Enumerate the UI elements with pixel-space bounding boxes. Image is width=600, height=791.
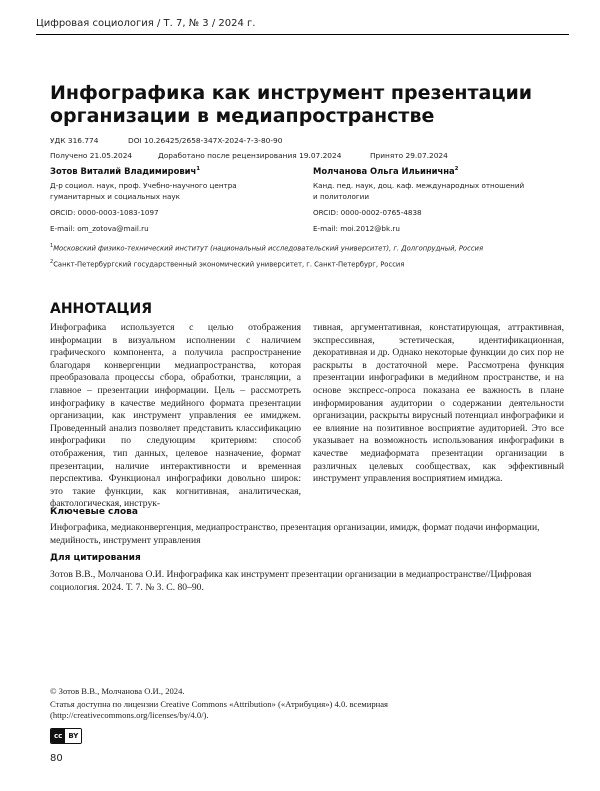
keywords-text: Инфографика, медиаконвергенция, медиапространство, презентация организации, имидж, формат подачи информации, медийность, инструмент управления [50,522,540,546]
page-number: 80 [50,753,63,764]
author-orcid: ORCID: 0000-0002-0765-4838 [313,208,422,217]
affiliation-2 [50,259,404,268]
affiliation-text: Московский физико-технический институт (национальный исследовательский университет), г. Долгопрудный, Россия [53,244,484,253]
header-divider [36,34,569,35]
author-email: E-mail: om_zotova@mail.ru [50,224,149,233]
abstract-column-1: Инфографика используется с целью отображения информации в визуальном исполнении с наличием графического компонента, а получила распространение благодаря конвергенции медиапространства, которая преобразовала процессы сбора, обработки, трансляции, а главное – презентации информации. Цель – рассмотреть инфографику в качестве медийного формата презентации организации, как инструмент управления ее имиджем. Проведенный анализ позволяет представить классификацию инфографики по следующим критериям: способ отображения, тип данных, целевое назначение, формат презентации, наличие интерактивности и временная перспектива. Функционал инфографики довольно широк: это такие функции, как когнитивная, аналитическая, фактологическая, инструк- [50,322,301,510]
affiliation-mark: 1 [50,243,54,249]
cc-by-badge-inner [50,728,82,744]
title-line-1: Инфографика как инструмент презентации [50,82,533,104]
author-degree-line-2: и политологии [313,192,370,201]
author-block-2 [313,166,563,234]
received-date: Получено 21.05.2024 [50,151,133,160]
author-affiliation-mark: 1 [196,166,201,173]
citation-heading: Для цитирования [50,553,141,563]
copyright-notice: © Зотов В.В., Молчанова О.И., 2024. [50,686,185,696]
author-degree-line-2: гуманитарных и социальных наук [50,192,181,201]
revised-date: Доработано после рецензирования 19.07.2024 [158,151,342,160]
title-line-2: организации в медиапространстве [50,105,435,127]
author-block-1 [50,166,300,234]
author-email: E-mail: moi.2012@bk.ru [313,224,400,233]
udk-code: УДК 316.774 [50,136,99,145]
affiliation-1 [50,243,483,252]
keywords-heading: Ключевые слова [50,507,138,517]
author-name [50,166,300,176]
doi: DOI 10.26425/2658-347X-2024-7-3-80-90 [128,136,283,145]
affiliation-mark: 2 [50,259,54,265]
author-degree-line-1: Д-р социол. наук, проф. Учебно-научного центра [50,181,237,190]
abstract-heading: АННОТАЦИЯ [50,301,153,317]
author-name-text: Зотов Виталий Владимирович [50,166,197,176]
author-degree-line-1: Канд. пед. наук, доц. каф. международных отношений [313,181,525,190]
author-name [313,166,563,176]
author-name-text: Молчанова Ольга Ильинична [313,166,455,176]
abstract-column-2: тивная, аргументативная, констатирующая, аттрактивная, экспрессивная, эстетическая, идентификационная, декоративная и др. Однако некоторые функции до сих пор не раскрыты в достаточной мере. Рассмотрена функция презентации инфографики в медийном пространстве, и на основе экспресс-опроса показана ее важность в плане информирования аудитории о содержании деятельности организации, раскрыты вирусный потенциал инфографики и ее влияние на позитивное восприятие аудиторией. Это все указывает на возможность использования инфографики в качестве медиаформата презентации организации в различных целевых сообществах, как эффективный инструмент управления восприятием имиджа. [313,322,564,485]
author-affiliation-mark: 2 [454,166,459,173]
author-orcid: ORCID: 0000-0003-1083-1097 [50,208,159,217]
cc-icon: cc [51,729,65,743]
license-line-1: Статья доступна по лицензии Creative Commons «Attribution» («Атрибуция») 4.0. всемирная [50,699,388,709]
citation-text: Зотов В.В., Молчанова О.И. Инфографика как инструмент презентации организации в медиапространстве//Цифровая социология. 2024. Т. 7. № 3. С. 80–90. [50,569,532,593]
article-title [50,82,550,128]
affiliation-text: Санкт-Петербургский государственный экономический университет, г. Санкт-Петербург, Россия [53,260,405,269]
journal-header: Цифровая социология / Т. 7, № 3 / 2024 г. [36,18,256,29]
license-line-2: (http://creativecommons.org/licenses/by/4.0/). [50,710,209,720]
accepted-date: Принято 29.07.2024 [370,151,448,160]
attribution-icon: BY [65,729,81,743]
cc-by-license-badge[interactable] [50,723,82,744]
